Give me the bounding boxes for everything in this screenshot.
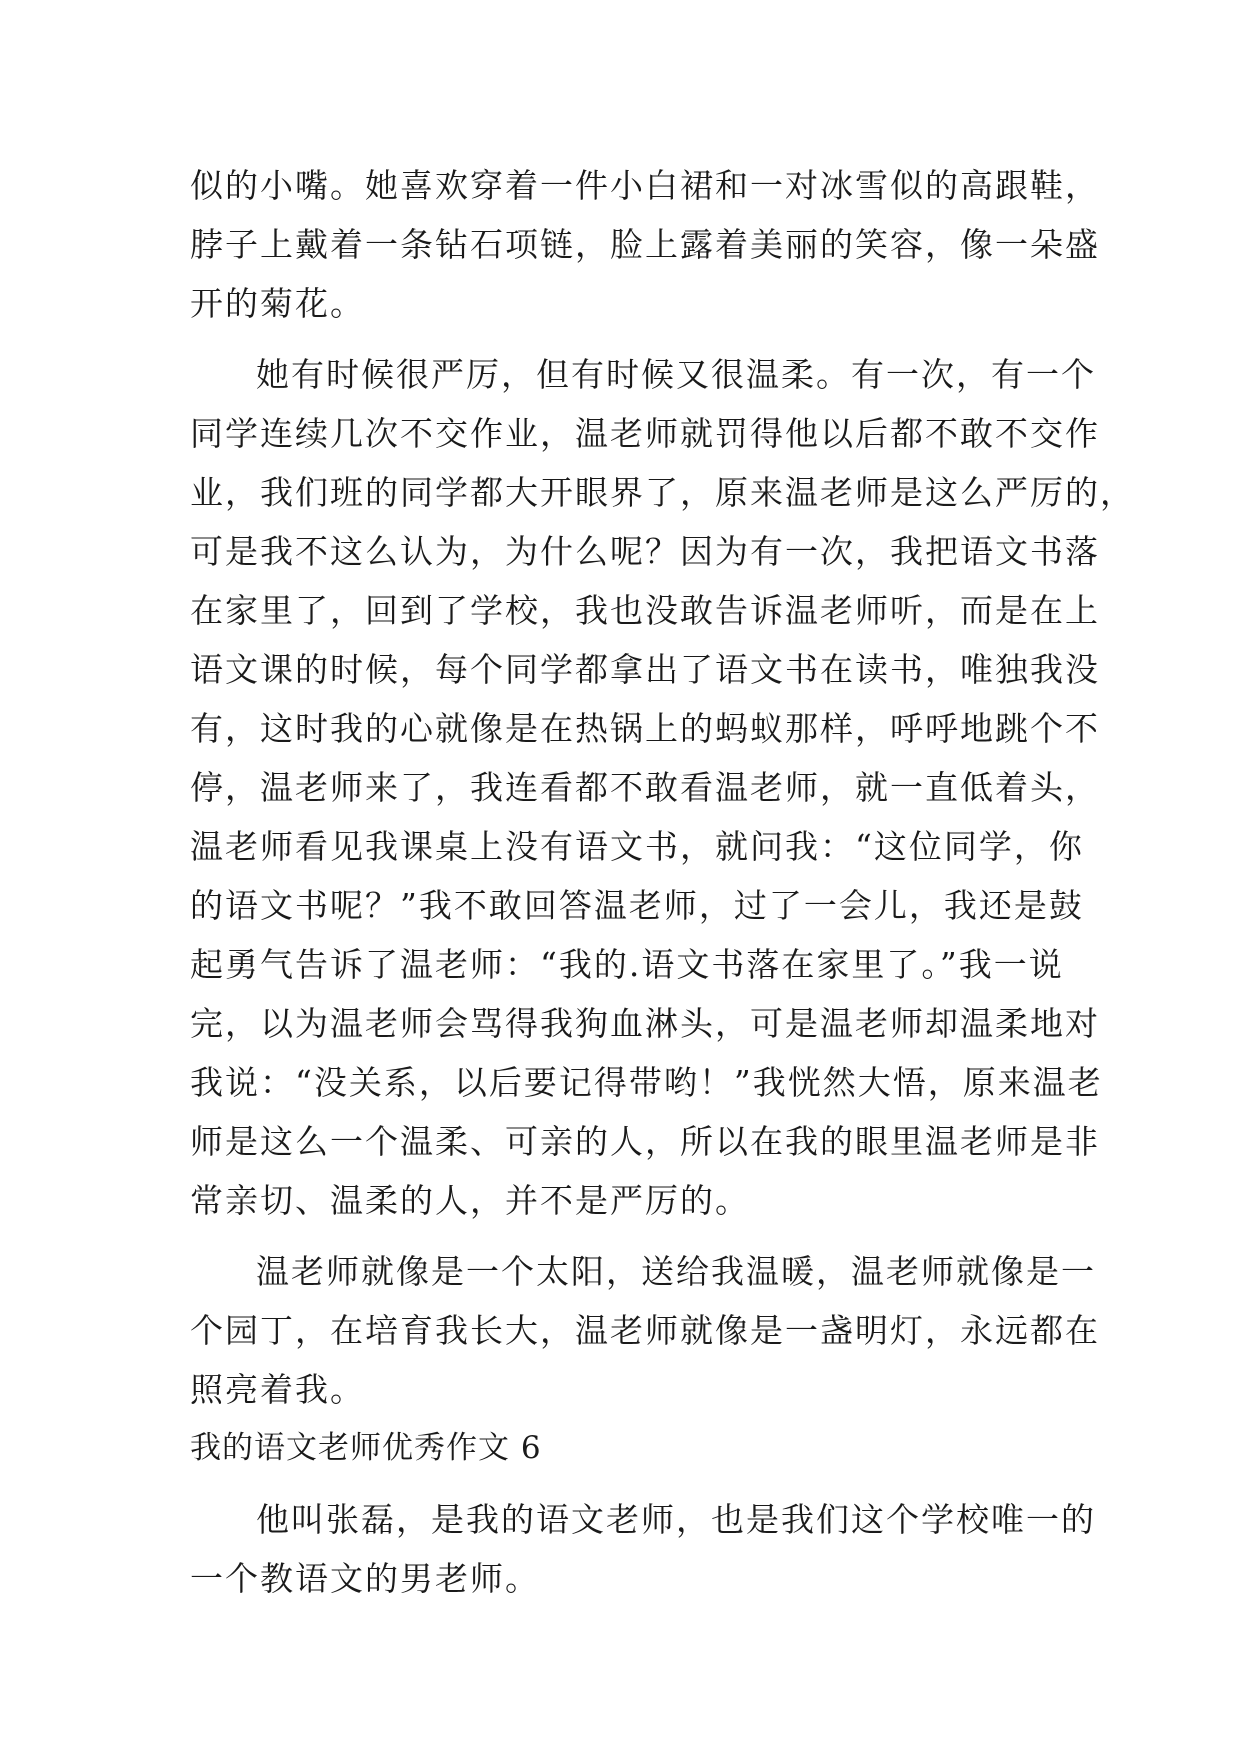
text-line: 师是这么一个温柔、可亲的人，所以在我的眼里温老师是非 [190,1122,1100,1161]
text-line: 温老师就像是一个太阳，送给我温暖，温老师就像是一 [256,1252,1096,1291]
text-line: 在家里了，回到了学校，我也没敢告诉温老师听，而是在上 [190,591,1100,630]
text-line: 有，这时我的心就像是在热锅上的蚂蚁那样，呼呼地跳个不 [190,709,1100,748]
text-line: 同学连续几次不交作业，温老师就罚得他以后都不敢不交作 [190,414,1100,453]
text-line: 脖子上戴着一条钻石项链，脸上露着美丽的笑容，像一朵盛 [190,225,1100,264]
text-line: 我说：“没关系，以后要记得带哟！”我恍然大悟，原来温老 [190,1063,1103,1102]
text-line: 语文课的时候，每个同学都拿出了语文书在读书，唯独我没 [190,650,1100,689]
text-line: 开的菊花。 [190,284,365,323]
text-line: 业，我们班的同学都大开眼界了，原来温老师是这么严厉的， [190,473,1135,512]
text-line: 个园丁，在培育我长大，温老师就像是一盏明灯，永远都在 [190,1311,1100,1350]
text-line: 的语文书呢？”我不敢回答温老师，过了一会儿，我还是鼓 [190,886,1084,925]
text-line: 他叫张磊，是我的语文老师，也是我们这个学校唯一的 [256,1500,1096,1539]
paragraph [190,345,1135,1230]
text-line: 她有时候很严厉，但有时候又很温柔。有一次，有一个 [256,355,1096,394]
paragraph [190,1490,1096,1608]
text-line: 温老师看见我课桌上没有语文书，就问我：“这位同学，你 [190,827,1084,866]
section-heading: 我的语文老师优秀作文 6 [190,1430,542,1466]
text-line: 可是我不这么认为，为什么呢？因为有一次，我把语文书落 [190,532,1100,571]
paragraph [190,1242,1100,1419]
text-line: 完，以为温老师会骂得我狗血淋头，可是温老师却温柔地对 [190,1004,1100,1043]
document-body [190,156,1135,1608]
text-line: 似的小嘴。她喜欢穿着一件小白裙和一对冰雪似的高跟鞋， [190,166,1100,205]
text-line: 照亮着我。 [190,1370,365,1409]
text-line: 起勇气告诉了温老师：“我的.语文书落在家里了。”我一说 [190,945,1064,984]
paragraph [190,156,1100,333]
text-line: 常亲切、温柔的人，并不是严厉的。 [190,1181,750,1220]
text-line: 一个教语文的男老师。 [190,1559,540,1598]
text-line: 停，温老师来了，我连看都不敢看温老师，就一直低着头， [190,768,1100,807]
